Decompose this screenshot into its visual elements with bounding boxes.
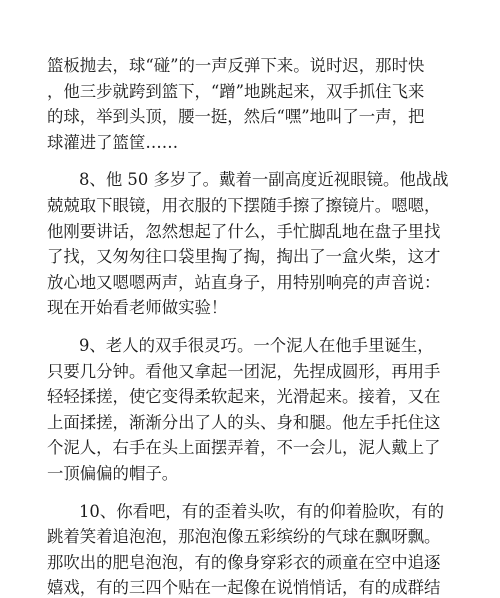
text-line: 那吹出的肥皂泡泡，有的像身穿彩衣的顽童在空中追逐 bbox=[47, 552, 441, 572]
text-line: 个泥人，右手在头上面摆弄着，不一会儿，泥人戴上了 bbox=[47, 438, 441, 458]
paragraph-first-line: 10、你看吧，有的歪着头吹，有的仰着脸吹，有的 bbox=[79, 501, 445, 521]
text-line: 放心地又嗯嗯两声，站直身子，用特别响亮的声音说： bbox=[47, 272, 441, 292]
text-line: 嬉戏，有的三四个贴在一起像在说悄悄话，有的成群结 bbox=[47, 578, 441, 598]
text-line: 他刚要讲话，忽然想起了什么，手忙脚乱地在盘子里找 bbox=[47, 221, 441, 241]
text-line: 了找，又匆匆往口袋里掏了掏，掏出了一盒火柴，这才 bbox=[47, 247, 441, 267]
text-line: 球灌进了篮筐…… bbox=[47, 132, 179, 152]
text-line: 的球，举到头顶，腰一挺，然后“嘿”地叫了一声，把 bbox=[47, 107, 425, 127]
text-line: 现在开始看老师做实验！ bbox=[47, 298, 228, 318]
text-line: 一顶偏偏的帽子。 bbox=[47, 464, 179, 483]
text-line: 篮板抛去，球“碰”的一声反弹下来。说时迟，那时快 bbox=[47, 56, 425, 75]
text-line: 轻轻揉搓，使它变得柔软起来，光滑起来。接着，又在 bbox=[47, 387, 441, 407]
text-line: 上面揉搓，渐渐分出了人的头、身和腿。他左手托住这 bbox=[47, 412, 441, 432]
text-line: 跳着笑着追泡泡，那泡泡像五彩缤纷的气球在飘呀飘。 bbox=[47, 527, 441, 547]
paragraph-first-line: 8、他 50 多岁了。戴着一副高度近视眼镜。他战战 bbox=[79, 170, 449, 190]
text-line: ，他三步就跨到篮下，“蹭”地跳起来，双手抓住飞来 bbox=[47, 81, 425, 101]
text-line: 只要几分钟。看他又拿起一团泥，先捏成圆形，再用手 bbox=[47, 361, 441, 381]
paragraph-first-line: 9、老人的双手很灵巧。一个泥人在他手里诞生， bbox=[79, 336, 434, 355]
text-line: 兢兢取下眼镜，用衣服的下摆随手擦了擦镜片。嗯嗯， bbox=[47, 196, 441, 215]
